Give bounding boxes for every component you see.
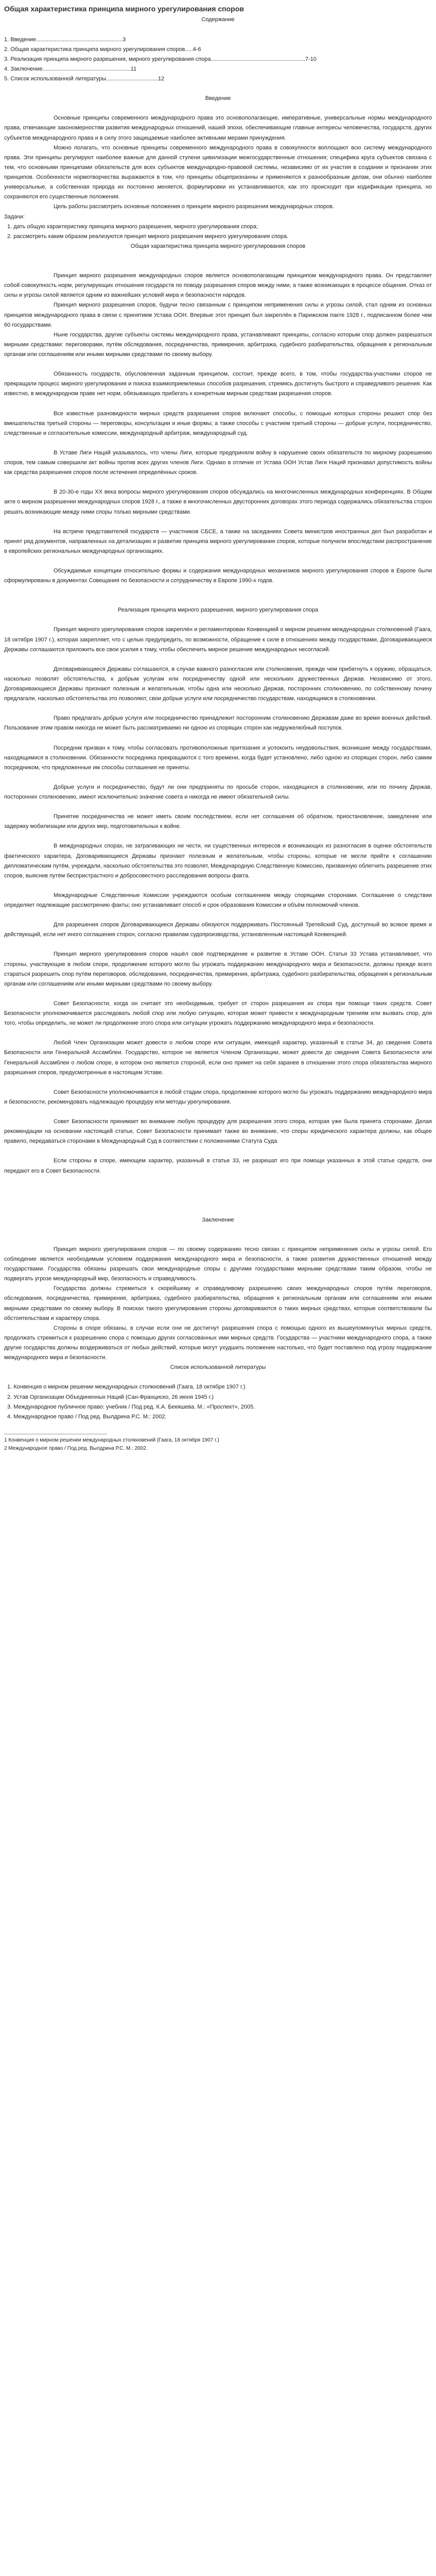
spacer xyxy=(4,251,432,271)
paragraph: Право предлагать добрые услуги или посредничество принадлежит посторонним столкновению Державам даже во время военных действий. Пользование этим правом никогда не может быть рассматриваемо ни одною из спорящих сторон как недружелюбный поступок. xyxy=(4,715,432,732)
spacer xyxy=(4,1372,432,1382)
spacer xyxy=(4,1422,432,1432)
paragraph: Обсуждаемые концепции относительно формы и содержания международных механизмов мирного урегулирования споров в Европе были сформулированы в документах Совещания по безопасности и сотрудничеству в Европе 1990-х годов. xyxy=(4,568,432,584)
paragraph: Если стороны в споре, имеющем характер, указанный в статье 33, не разрешат его при помощи указанных в этой статье средств, они передают его в Совет Безопасности. xyxy=(4,1158,432,1174)
spacer xyxy=(4,399,432,409)
task-item: 2. рассмотреть каким образом реализуются принцип мирного разрешения мирного урегулирования спора. xyxy=(7,233,289,240)
paragraph: Совет Безопасности принимает во внимание любую процедуру для разрешения этого спора, которая уже была принята сторонами. Делая рекомендации на основании настоящей статьи, Совет Безопасности принимает также во внимание, что споры юридического характера должны, как общее правило, передаваться сторонами в Международный Суд в соответствии с положениями Статута Суда. xyxy=(4,1118,432,1145)
paragraph: Обязанность государств, обусловленная заданным принципом, состоит, прежде всего, в том, чтобы государства-участники споров не прекращали процесс мирного урегулирования и поиска взаимоприемлемых способов разрешения, стремясь достигнуть быстрого и справедливого решения. Как известно, в международном праве нет норм, обязывающих прибегать к конкретным мирным средствам разрешения споров. xyxy=(4,371,432,397)
footnote: 2 Международное право / Под ред. Вылдрина Р.С. М.: 2002. xyxy=(4,1445,148,1451)
paragraph: Основные принципы современного международного права это основополагающие, императивные, универсальные нормы международного права, отвечающие закономерностям развития международных отношений, нашей эпохи, обеспечивающие главные интересы человечества, государств, других субъектов международного права и в силу этого защищаемые наиболее активными мерами принуждения. xyxy=(4,115,432,141)
paragraph: Принцип мирного разрешения международных споров является основополагающим принципом международного права. Он представляет собой совокупность норм, регулирующих отношения государств по поводу разрешения споров между ними, а также возникающих в процессе общения. Отказ от силы и угрозы силой является одним из важнейших условий мира и безопасности народов. xyxy=(4,273,432,299)
paragraph: Государства должны стремиться к скорейшему и справедливому разрешению своих международных споров путём переговоров, обследования, посредничества, примирения, арбитража, судебного разбирательства, обращения к региональным органам или соглашениям или иными мирными средствами по своему выбору. В поисках такого урегулирования стороны договариваются о таких мирных средствах, которые соответствовали бы обстоятельствам и характеру спора. xyxy=(4,1285,432,1321)
paragraph: Все известные разновидности мирных средств разрешения споров включают способы, с помощью которых стороны решают спор без вмешательства третьей стороны — переговоры, консультации и иные формы; а также способы с участием третьей стороны — добрые услуги, посредничество, следственные и согласительные комиссии, международный арбитраж, международный суд. xyxy=(4,410,432,436)
tasks-label: Задачи: xyxy=(4,213,25,220)
introduction-heading: Введение xyxy=(205,95,231,102)
paragraph: Международные Следственные Комиссии учреждаются особым соглашением между спорящими сторонами. Соглашение о следствии определяет подлежащие рассмотрению факты; оно устанавливает способ и срок образования Комиссии и объём полномочий членов. xyxy=(4,892,432,909)
paragraph: Совет Безопасности уполномочивается в любой стадии спора, продолжение которого могло бы угрожать поддержанию международного мира и безопасности, рекомендовать надлежащую процедуру или методы урегулирования. xyxy=(4,1089,432,1105)
paragraph: Можно полагать, что основные принципы современного международного права в совокупности воплощают всю систему международного права. Эти принципы регулируют наиболее важные для данной ступени цивилизации межгосударственные отношения; специфика круга субъектов связана с тем, что основными принципами обязательств для всех субъектов международно-правовой системы, независимо от их участия в создании и признании этих принципов. Особенности нормотворчества выражаются в том, что принципы общепризнанны и применяются к разнообразным делам, они обычно наиболее универсальные, а собственная природа их постоянно меняется, формулировки их устанавливаются, как это происходит при кодификации принципа, но сохраняются его существенные положения. xyxy=(4,144,432,200)
spacer xyxy=(4,773,432,783)
paragraph: Совет Безопасности, когда он считает это необходимым, требует от сторон разрешения их спора при помощи таких средств. Совет Безопасности уполномочивается расследовать любой спор или любую ситуацию, которая может привести к международным трениям или вызвать спор, для того, чтобы определить, не может ли продолжение этого спора или ситуации угрожать поддержанию международного мира и безопасности. xyxy=(4,1000,432,1027)
toc-item: 2. Общая характеристика принципа мирного урегулирования споров.....4-6 xyxy=(4,46,201,53)
spacer xyxy=(4,802,432,812)
spacer xyxy=(4,989,432,999)
spacer xyxy=(4,734,432,743)
paragraph: В 20-30-е годы XX века вопросы мирного урегулирования споров обсуждались на многочисленных международных конференциях. В Общем акте о мирном разрешении международных споров 1928 г., а также в многочисленных двусторонних договорах этого периода содержались обязательства сторон решать возникающие между ними споры только мирными средствами. xyxy=(4,489,432,515)
toc-item: 4. Заключение........................................................11 xyxy=(4,65,137,72)
bibliography-item: 4. Международное право / Под ред. Вылдрина Р.С. М.: 2002. xyxy=(7,1413,167,1420)
paragraph: Принцип мирного разрешения споров, будучи тесно связанным с принципом неприменения силы и угрозы силой, стал одним из основных принципов международного права в связи с принятием Устава ООН. Впервые этот принцип был закреплён в Парижском пакте 1928 г., подписанном более чем 60 государствами. xyxy=(4,302,432,328)
spacer xyxy=(4,556,432,566)
spacer xyxy=(4,1146,432,1156)
spacer xyxy=(4,1196,432,1215)
paragraph: В Уставе Лиги Наций указывалось, что члены Лиги, которые предприняли войну в нарушение своих обязательств по мирному разрешению споров, тем самым совершили акт войны против всех других членов Лиги. Однако в отличие от Устава ООН Устав Лиги Наций признавал допустимость войны как средства разрешения споров после истечения определённых сроков. xyxy=(4,449,432,476)
table-of-contents xyxy=(4,35,432,84)
paragraph: Для разрешения споров Договаривающиеся Державы обязуются поддерживать Постоянный Третейский Суд, доступный во всякое время и действующий, если нет иного соглашения сторон, согласно правилам судопроизводства, установленным настоящей Конвенцией. xyxy=(4,922,432,938)
bibliography-item: 2. Устав Организации Объединенных Наций (Сан-Франциско, 26 июня 1945 г.) xyxy=(7,1394,214,1400)
paragraph: В международных спорах, не затрагивающих ни чести, ни существенных интересов и возникающих из разногласия в оценке обстоятельств фактического характера, Договаривающиеся Державы признают полезным и желательным, чтобы стороны, которые не могли прийти к соглашению дипломатическим путём, учреждали, насколько обстоятельства это позволят, Международную Следственную Комиссию, призванную облегчить разрешение этих споров, выяснив путём беспристрастного и добросовестного расследования вопросы факта. xyxy=(4,843,432,879)
paragraph: Цель работы рассмотреть основные положения о принципе мирного разрешения международных споров. xyxy=(54,204,335,210)
chapter2-heading: Реализация принципа мирного разрешения, мирного урегулирования спора xyxy=(117,607,319,614)
spacer xyxy=(4,517,432,527)
paragraph: Посредник призван к тому, чтобы согласовать противоположные притязания и успокоить неудовольствия, возникшие между государствами, находящимися в столкновении. Обязанности посредника прекращаются с того времени, когда будет установлено, либо одною из спорящих сторон, либо самим посредником, что предложенные им способы соглашения не приняты. xyxy=(4,744,432,771)
spacer xyxy=(4,104,432,113)
toc-item: 1. Введение.......................................................3 xyxy=(4,36,126,43)
spacer xyxy=(4,832,432,841)
spacer xyxy=(4,25,432,35)
paragraph: Принятие посредничества не может иметь своим последствием, если нет соглашения об обратном, приостановление, замедление или задержку мобилизации или других мер, подготовительных к войне. xyxy=(4,814,432,830)
spacer xyxy=(4,881,432,891)
paragraph: Любой Член Организации может довести о любом споре или ситуации, имеющей характер, указанный в статье 34, до сведения Совета Безопасности или Генеральной Ассамблеи. Государство, которое не является Членом Организации, может довести до сведения Совета Безопасности или Генеральной Ассамблеи о любом споре, в котором оно является стороной, если оно примет на себя заранее в отношении этого спора обязательства мирного разрешения споров, предусмотренные в настоящем Уставе. xyxy=(4,1040,432,1076)
spacer xyxy=(4,84,432,94)
bibliography-item: 1. Конвенция о мирном решении международных столкновений (Гаага, 18 октября 1907 г.) xyxy=(7,1384,246,1391)
chapter1-heading: Общая характеристика принципа мирного урегулирования споров xyxy=(130,243,306,249)
spacer xyxy=(4,1176,432,1196)
spacer xyxy=(4,910,432,920)
paragraph: На встрече представителей государств — участников СБСЕ, а также на заседаниях Совета министров иностранных дел был разработан и принят ряд документов, направленных на детализацию и развитие принципа мирного урегулирования споров, которые получили впоследствии распространение в европейских региональных международных организациях. xyxy=(4,528,432,554)
task-item: 1. дать общую характеристику принципа мирного разрешения, мирного урегулирования спора; xyxy=(7,223,258,230)
paragraph: Принцип мирного урегулирования споров — по своему содержанию тесно связан с принципом неприменения силы и угрозы силой. Его соблюдение является необходимым условием поддержания международного мира и безопасности, а также развития дружественных отношений между государствами. Государства обязаны разрешать свои международные споры с другими государствами мирными средствами таким образом, чтобы не подвергать угрозе международный мир, безопасность и справедливость. xyxy=(4,1246,432,1282)
spacer xyxy=(4,1028,432,1038)
spacer xyxy=(4,1107,432,1117)
bibliography-list xyxy=(4,1382,432,1422)
paragraph: Стороны в споре обязаны, в случае если они не достигнут разрешения спора с помощью одного из вышеупомянутых мирных средств, продолжать стремиться к разрешению спора с помощью других согласованных ими мирных средств. Государства — участники международного спора, а также другие государства должны воздерживаться от любых действий, которые могут ухудшить положение настолько, что будет поставлено под угрозу поддержание международного мира и безопасности. xyxy=(4,1325,432,1361)
spacer xyxy=(4,586,432,605)
spacer xyxy=(4,1225,432,1245)
bibliography-item: 3. Международное публичное право: учебник / Под ред. К.А. Бекяшева. М.: «Проспект», 2005. xyxy=(7,1403,255,1410)
spacer xyxy=(4,655,432,665)
spacer xyxy=(4,615,432,625)
spacer xyxy=(4,704,432,714)
paragraph: Принцип мирного урегулирования споров закреплён и регламентирован Конвенцией о мирном решении международных столкновений (Гаага, 18 октября 1907 г.), которая закрепляет, что с целью предупредить, по возможности, обращение к силе в отношениях между государствами, Договаривающиеся Державы соглашаются приложить все свои усилия к тому, чтобы обеспечить мирное решение международных несогласий. xyxy=(4,626,432,653)
tasks-list xyxy=(4,222,432,242)
conclusion-heading: Заключение xyxy=(202,1216,234,1223)
bibliography-heading: Список использованной литературы xyxy=(170,1364,266,1371)
spacer xyxy=(4,438,432,448)
paragraph: Договаривающиеся Державы соглашаются, в случае важного разногласия или столкновения, прежде чем прибегнуть к оружию, обращаться, насколько позволят обстоятельства, к добрым услугам или посредничеству одной или нескольких дружественных Держав. Независимо от этого, Договаривающиеся Державы признают полезным и желательным, чтобы одна или несколько Держав, посторонних столкновению, по собственному почину предлагали, насколько обстоятельства это позволяют, свои добрые услуги или посредничество государствам, находящимся в столкновении. xyxy=(4,666,432,702)
paragraph: Ныне государства, другие субъекты системы международного права, устанавливают принципы, согласно которым спор должен разрешаться мирными средствами: переговорами, путём обследования, посредничества, примирения, арбитража, судебного разбирательства, обращения к региональным органам или соглашениям или иными мирными средствами по своему выбору. xyxy=(4,331,432,358)
footnote: 1 Конвенция о мирном решении международных столкновений (Гаага, 18 октября 1907 г.) xyxy=(4,1437,219,1443)
paragraph: Принцип мирного урегулирования споров нашёл своё подтверждение и развитие в Уставе ООН. Статья 33 Устава устанавливает, что стороны, участвующие в любом споре, продолжение которого могло бы угрожать поддержанию международного мира и безопасности, должны прежде всего стараться разрешить спор путём переговоров, обследования, посредничества, примирения, арбитража, судебного разбирательства, обращения к региональным органам или соглашениям или иными мирными средствами по своему выбору. xyxy=(4,951,432,987)
toc-item: 3. Реализация принципа мирного разрешения, мирного урегулирования спора............................................................7-10 xyxy=(4,56,317,62)
spacer xyxy=(4,940,432,950)
spacer xyxy=(4,478,432,487)
toc-heading: Содержание xyxy=(201,16,235,23)
toc-item: 5. Список использованной литературы.................................12 xyxy=(4,76,165,82)
document-title: Общая характеристика принципа мирного урегулирования споров xyxy=(4,5,244,13)
spacer xyxy=(4,360,432,369)
spacer xyxy=(4,1078,432,1088)
paragraph: Добрые услуги и посредничество, будут ли они предприняты по просьбе сторон, находящихся в столкновении, или по почину Держав, посторонних столкновению, имеют исключительно значение совета и никогда не имеют обязательной силы. xyxy=(4,784,432,801)
